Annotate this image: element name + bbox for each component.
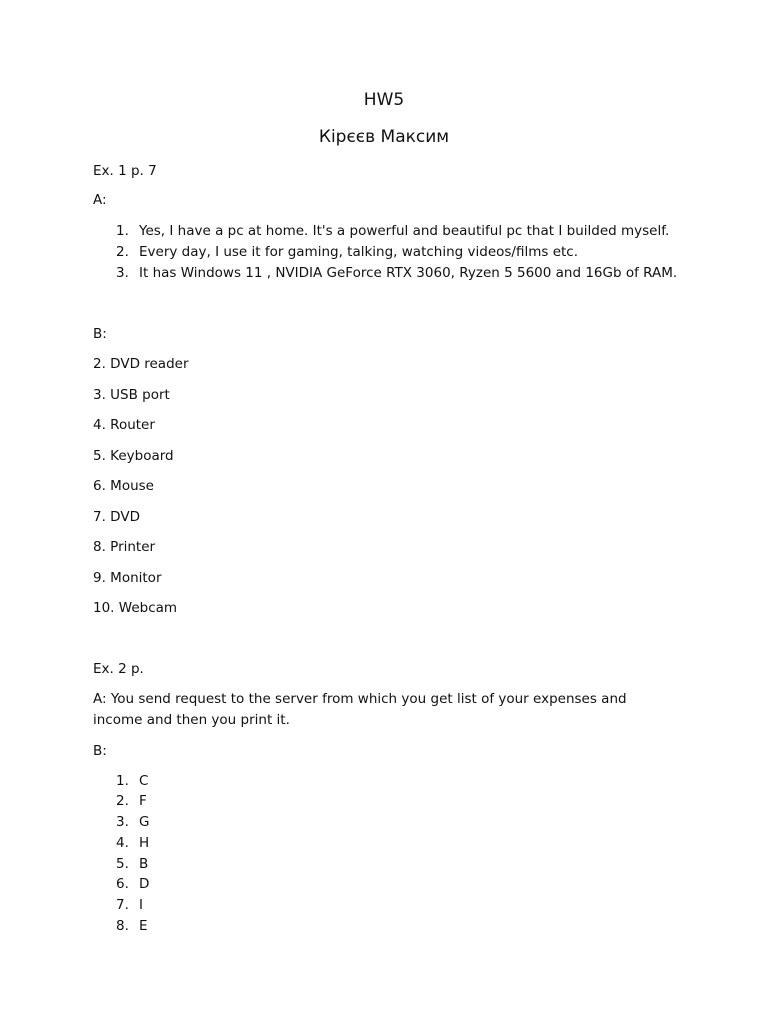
ex2-heading: Ex. 2 p.: [93, 661, 144, 677]
ex1-a-item: [116, 242, 578, 263]
ex1-b-item: 6. Mouse: [93, 478, 154, 494]
ex1-b-item: 3. USB port: [93, 387, 170, 403]
ex1-b-item: 4. Router: [93, 417, 155, 433]
list-text: F: [139, 793, 147, 809]
ex1-heading: Ex. 1 p. 7: [93, 163, 157, 179]
list-text: I: [139, 897, 143, 913]
ex1-b-item: 2. DVD reader: [93, 356, 189, 372]
list-number: 4.: [116, 835, 129, 851]
list-number: 5.: [116, 856, 129, 872]
list-number: 3.: [116, 265, 129, 281]
ex1-b-item: 9. Monitor: [93, 570, 162, 586]
ex2-b-item: [116, 874, 149, 895]
list-number: 1.: [116, 223, 129, 239]
ex2-b-label: B:: [93, 743, 107, 759]
ex1-b-label: B:: [93, 326, 107, 342]
ex1-b-item: 8. Printer: [93, 539, 156, 555]
ex2-b-item: [116, 812, 149, 833]
list-text: G: [139, 814, 150, 830]
list-text: E: [139, 918, 148, 934]
list-number: 6.: [116, 876, 129, 892]
ex1-a-item: [116, 221, 669, 242]
ex2-b-item: [116, 895, 143, 916]
author-name: Кірєєв Максим: [318, 127, 450, 147]
ex1-a-label: A:: [93, 192, 107, 208]
ex1-b-item: 10. Webcam: [93, 600, 178, 616]
list-text: D: [139, 876, 150, 892]
list-number: 8.: [116, 918, 129, 934]
ex2-b-item: [116, 771, 148, 792]
list-text: B: [139, 856, 149, 872]
ex2-b-item: [116, 854, 148, 875]
list-number: 3.: [116, 814, 129, 830]
ex1-b-item: 7. DVD: [93, 509, 140, 525]
list-number: 2.: [116, 244, 129, 260]
list-number: 7.: [116, 897, 129, 913]
ex1-b-item: 5. Keyboard: [93, 448, 174, 464]
ex2-b-item: [116, 916, 148, 937]
ex2-b-item: [116, 791, 147, 812]
ex1-a-item: [116, 263, 677, 284]
list-text: Yes, I have a pc at home. It's a powerful and beautiful pc that I builded myself.: [139, 223, 670, 239]
list-text: Every day, I use it for gaming, talking, watching videos/films etc.: [139, 244, 579, 260]
list-number: 1.: [116, 773, 129, 789]
list-text: C: [139, 773, 149, 789]
list-number: 2.: [116, 793, 129, 809]
document-title: HW5: [363, 90, 405, 110]
list-text: It has Windows 11 , NVIDIA GeForce RTX 3060, Ryzen 5 5600 and 16Gb of RAM.: [139, 265, 678, 281]
list-text: H: [139, 835, 150, 851]
ex2-a-paragraph: A: You send request to the server from which you get list of your expenses and income and then you print it.: [93, 691, 627, 728]
ex2-b-item: [116, 833, 149, 854]
